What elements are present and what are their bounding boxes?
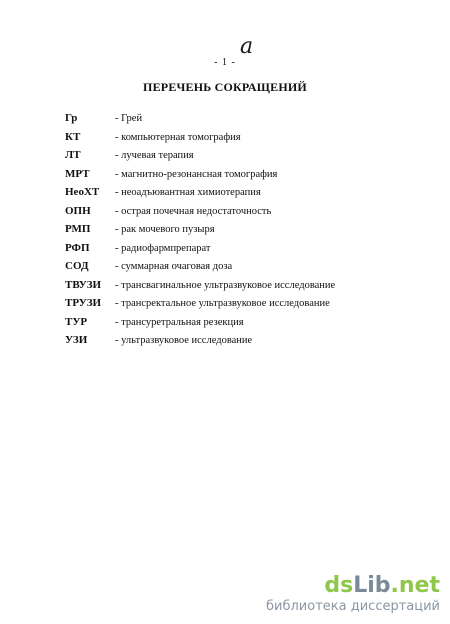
list-item [65,149,405,168]
list-item [65,279,405,298]
list-item [65,260,405,279]
list-item [65,168,405,187]
abbreviation-definition: - трансвагинальное ультразвуковое исследование [115,279,336,291]
watermark-brand-dot: . [390,573,399,598]
abbreviation-term: ТВУЗИ [65,278,102,291]
abbreviation-definition: - компьютерная томография [115,131,241,143]
abbreviation-term: Гр [65,112,78,124]
list-item [65,334,405,353]
abbreviation-definition: - магнитно-резонансная томография [115,168,278,180]
watermark-subtitle: библиотека диссертаций [266,599,440,614]
abbreviation-definition: - радиофармпрепарат [115,242,211,254]
list-item [65,242,405,261]
abbreviation-definition: - трансректальное ультразвуковое исследование [115,298,330,309]
abbreviation-term: СОД [65,260,89,272]
abbreviation-term: УЗИ [65,334,88,346]
abbreviation-term: НеоХТ [65,186,100,198]
watermark-logo [266,575,440,597]
list-item [65,297,405,316]
dslib-watermark[interactable] [266,575,440,614]
abbreviation-term: ЛТ [65,149,81,161]
list-item [65,316,405,335]
list-item [65,223,405,242]
page-number: - 1 - [214,57,236,68]
abbreviation-definition: - острая почечная недостаточность [115,205,272,217]
list-item [65,112,405,131]
abbreviation-term: КТ [65,130,81,143]
abbreviation-definition: - лучевая терапия [115,150,194,161]
abbreviation-definition: - Грей [115,113,143,124]
watermark-brand-net: net [398,573,440,598]
handwritten-mark: a [240,34,254,59]
page-title: ПЕРЕЧЕНЬ СОКРАЩЕНИЙ [143,80,307,94]
list-item [65,205,405,224]
watermark-brand-ds: ds [324,573,354,598]
abbreviation-term: ОПН [65,204,91,217]
watermark-brand-lib: Lib [353,573,391,598]
abbreviation-definition: - неоадъювантная химиотерапия [115,187,261,198]
abbreviation-definition: - рак мочевого пузыря [115,224,215,235]
list-item [65,186,405,205]
abbreviation-term: МРТ [65,167,90,180]
abbreviation-definition: - ультразвуковое исследование [115,335,253,346]
abbreviation-term: РМП [65,223,91,235]
abbreviation-definition: - трансуретральная резекция [115,316,244,328]
list-item [65,131,405,150]
abbreviation-term: РФП [65,241,90,254]
abbreviation-list [65,112,405,353]
abbreviation-definition: - суммарная очаговая доза [115,261,233,272]
abbreviation-term: ТРУЗИ [65,297,102,309]
abbreviation-term: ТУР [65,315,88,328]
